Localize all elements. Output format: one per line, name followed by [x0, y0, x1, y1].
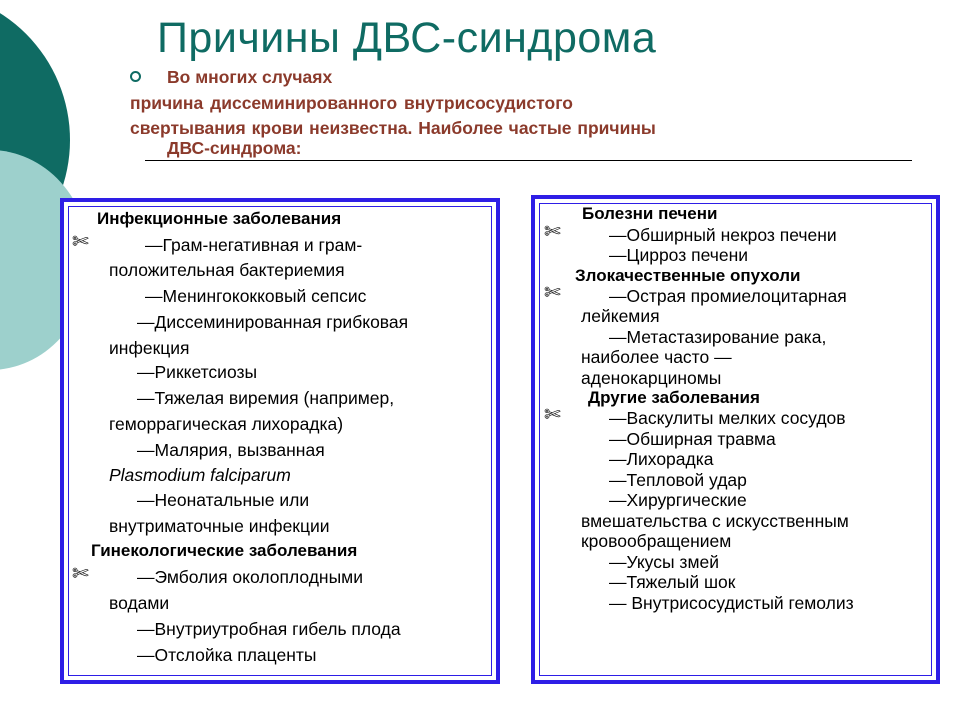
slide-title: Причины ДВС-синдрома: [157, 14, 657, 62]
right-line: —Лихорадка: [609, 449, 714, 469]
left-line: водами: [109, 593, 170, 613]
right-line: —Обширный некроз печени: [609, 225, 837, 245]
right-line: —Укусы змей: [609, 552, 719, 572]
intro-line-1: Во многих случаях: [167, 67, 333, 87]
right-line: —Метастазирование рака,: [609, 327, 827, 347]
left-line: внутриматочные инфекции: [109, 516, 330, 536]
scissors-icon: ✄: [544, 282, 561, 304]
right-line: —Тепловой удар: [609, 470, 747, 490]
scissors-icon: ✄: [72, 563, 89, 585]
circle-bullet-icon: [130, 71, 141, 82]
heading-other: Другие заболевания: [588, 388, 760, 407]
right-line: —Васкулиты мелких сосудов: [609, 408, 846, 428]
right-line: лейкемия: [581, 306, 660, 326]
intro-line-2: причина диссеминированного внутрисосудистого: [130, 93, 573, 113]
left-line: —Эмболия околоплодными: [137, 567, 363, 587]
right-line: —Тяжелый шок: [609, 572, 736, 592]
left-line: —Менингококковый сепсис: [145, 286, 367, 306]
divider-line: [145, 160, 912, 161]
right-line: наиболее часто —: [581, 347, 732, 367]
right-line: аденокарциномы: [581, 368, 722, 388]
heading-tumors: Злокачественные опухоли: [575, 266, 801, 285]
right-line: вмешательства с искусственным: [581, 511, 849, 531]
left-line: инфекция: [109, 338, 190, 358]
scissors-icon: ✄: [72, 231, 89, 253]
right-line: —Острая промиелоцитарная: [609, 286, 847, 306]
left-line: —Внутриутробная гибель плода: [137, 619, 401, 639]
scissors-icon: ✄: [544, 221, 561, 243]
left-line: —Отслойка плаценты: [137, 645, 317, 665]
right-line: —Обширная травма: [609, 429, 776, 449]
intro-line-3: свертывания крови неизвестна. Наиболее частые причины: [130, 118, 656, 138]
left-line: положительная бактериемия: [109, 260, 345, 280]
left-line: —Риккетсиозы: [137, 362, 258, 382]
heading-gynecological: Гинекологические заболевания: [91, 541, 358, 560]
right-line: — Внутрисосудистый гемолиз: [609, 593, 854, 613]
left-line: —Неонатальные или: [137, 490, 310, 510]
intro-line-4: ДВС-синдрома:: [167, 138, 302, 158]
right-line: кровообращением: [581, 531, 732, 551]
left-line: геморрагическая лихорадка): [109, 414, 344, 434]
left-line-italic: Plasmodium falciparum: [109, 465, 291, 485]
scissors-icon: ✄: [544, 404, 561, 426]
right-line: —Хирургические: [609, 490, 747, 510]
left-line: —Тяжелая виремия (например,: [137, 388, 395, 408]
left-line: —Малярия, вызванная: [137, 440, 325, 460]
heading-liver: Болезни печени: [582, 204, 718, 223]
right-line: —Цирроз печени: [609, 245, 749, 265]
left-line: —Диссеминированная грибковая: [137, 312, 409, 332]
left-line: —Грам-негативная и грам-: [145, 235, 363, 255]
heading-infectious: Инфекционные заболевания: [97, 209, 342, 228]
